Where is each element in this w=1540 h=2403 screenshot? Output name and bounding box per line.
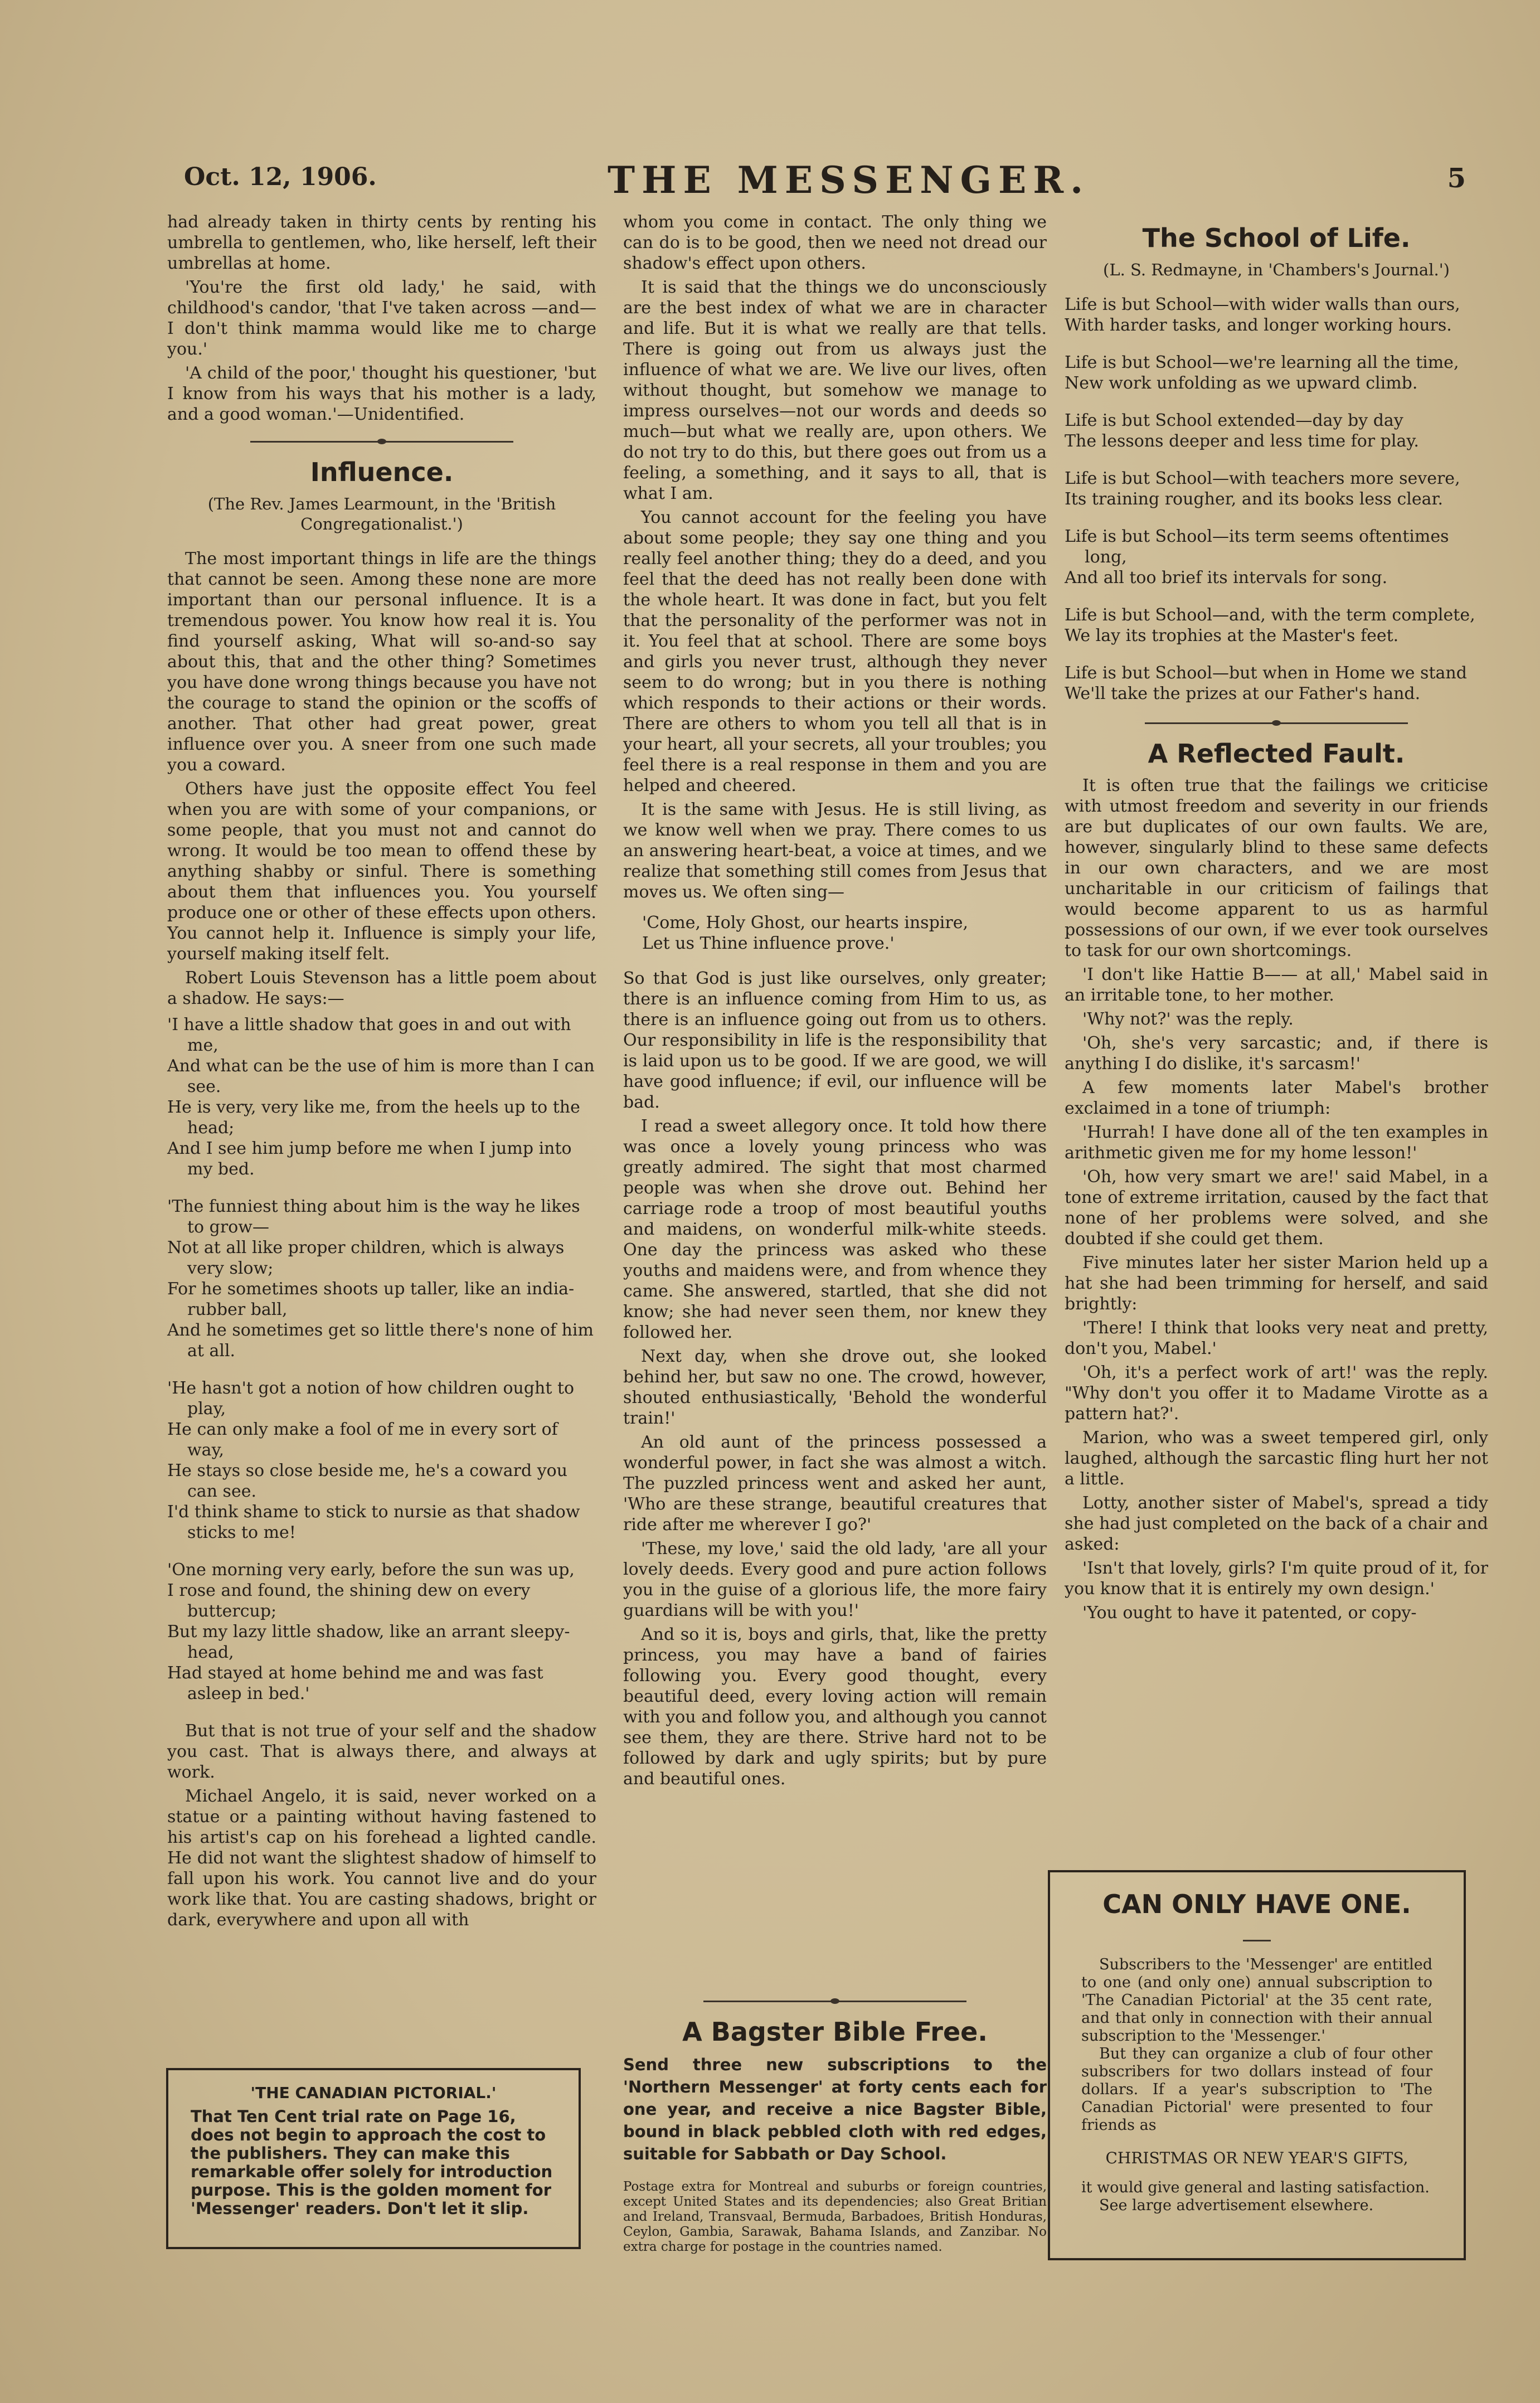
poem-line: I rose and found, the shining dew on every buttercup; — [167, 1581, 531, 1621]
paragraph: 'Why not?' was the reply. — [1082, 1009, 1294, 1029]
poem-line: We'll take the prizes at our Father's hand. — [1065, 684, 1421, 703]
issue-date: Oct. 12, 1906. — [184, 163, 377, 191]
notice-text: That Ten Cent trial rate on Page 16, does not begin to approach the cost to the publishers. They can make this remarkable offer solely for introduction purpose. This is the golden moment for 'Messenger' readers. Don't let it slip. — [191, 2107, 553, 2218]
paragraph: It is often true that the failings we criticise with utmost freedom and severity in our friends are but duplicates of our own faults. We are, however, singularly blind to these same defects in our own characters, and we are most uncharitable in our criticism of failings that would become apparent to us as harmful possessions of our own, if we ever took ourselves to task for our own shortcomings. — [1065, 776, 1488, 960]
poem-line: 'The funniest thing about him is the way he likes to grow— — [167, 1197, 580, 1237]
divider-ornament — [623, 1992, 1047, 2009]
notice-text: it would give general and lasting satisfaction. — [1081, 2179, 1430, 2196]
poem-line: The lessons deeper and less time for play. — [1065, 431, 1419, 451]
poem-line: New work unfolding as we upward climb. — [1065, 373, 1418, 393]
poem-stanza — [1065, 294, 1488, 336]
school-of-life-poem — [1065, 294, 1488, 704]
canadian-pictorial-notice — [166, 2068, 581, 2249]
poem-line: He can only make a fool of me in every sort of way, — [167, 1420, 558, 1460]
byline: (The Rev. James Learmount, in the 'British Congregationalist.') — [207, 494, 556, 533]
notice-highlight: CHRISTMAS OR NEW YEAR'S GIFTS, — [1105, 2149, 1408, 2167]
poem-line: We lay its trophies at the Master's feet. — [1065, 626, 1399, 645]
paragraph: 'You ought to have it patented, or copy- — [1082, 1603, 1417, 1623]
paragraph: had already taken in thirty cents by renting his umbrella to gentlemen, who, like herself, left their umbrellas at home. — [167, 212, 596, 273]
paragraph: Robert Louis Stevenson has a little poem about a shadow. He says:— — [167, 968, 596, 1008]
paragraph: 'You're the first old lady,' he said, with childhood's candor, 'that I've taken across —and—I don't think mamma would like me to charge you.' — [167, 278, 596, 359]
paragraph: A few moments later Mabel's brother exclaimed in a tone of triumph: — [1065, 1078, 1488, 1118]
paragraph: 'I don't like Hattie B—— at all,' Mabel said in an irritable tone, to her mother. — [1065, 965, 1488, 1005]
column-1 — [167, 212, 596, 1934]
article-title-reflected-fault: A Reflected Fault. — [1148, 739, 1405, 769]
newspaper-title: THE MESSENGER. — [608, 158, 1090, 202]
column-3 — [1065, 212, 1488, 1627]
short-rule — [1081, 1931, 1432, 1948]
paragraph: The most important things in life are the things that cannot be seen. Among these none are more important than our personal influence. It is a tremendous power. You know how real it is. You find yourself asking, What will so-and-so say about this, that and the other thing? Sometimes you have done wrong things because you have not the courage to stand the opinion or the scoffs of another. That other had great power, great influence over you. A sneer from one such made you a coward. — [167, 549, 596, 775]
poem-title-school-of-life: The School of Life. — [1142, 223, 1411, 253]
paragraph: Others have just the opposite effect You feel when you are with some of your companions, or some people, that you must not and cannot do wrong. It would be too mean to offend these by anything shabby or sinful. There is something about them that influences you. You yourself produce one or other of these effects upon others. You cannot help it. Influence is simply your life, yourself making itself felt. — [167, 779, 596, 964]
poem-line: Its training rougher, and its books less clear. — [1065, 489, 1444, 509]
poem-line: I'd think shame to stick to nursie as that shadow sticks to me! — [167, 1502, 580, 1542]
paragraph: Lotty, another sister of Mabel's, spread a tidy she had just completed on the back of a chair and asked: — [1065, 1493, 1488, 1554]
paragraph: I read a sweet allegory once. It told how there was once a lovely young princess who was greatly admired. The sight that most charmed people was when she drove out. Behind her carriage rode a troop of most beautiful youths and maidens, on wonderful milk-white steeds. One day the princess was asked who these youths and maidens were, and from whence they came. She answered, startled, that she did not know; she had never seen them, nor knew they followed her. — [623, 1116, 1047, 1342]
notice-text: Subscribers to the 'Messenger' are entitled to one (and only one) annual subscription to 'The Canadian Pictorial' at the 35 cent rate, and that only in connection with their annual subscription to the 'Messenger.' — [1081, 1956, 1432, 2045]
paragraph: And so it is, boys and girls, that, like the pretty princess, you may have a band of fairies following you. Every good thought, every beautiful deed, every loving action will remain with you and follow you, and although you cannot see them, they are there. Strive hard not to be followed by dark and ugly spirits; but by pure and beautiful ones. — [623, 1625, 1047, 1789]
paragraph: Next day, when she drove out, she looked behind her, but saw no one. The crowd, however, shouted enthusiastically, 'Behold the wonderful train!' — [623, 1347, 1047, 1428]
poem-line: 'One morning very early, before the sun was up, — [167, 1560, 575, 1580]
poem-line: Life is but School—with teachers more severe, — [1065, 469, 1460, 488]
paragraph: But that is not true of your self and the shadow you cast. That is always there, and always at work. — [167, 1721, 596, 1782]
poem-line: Life is but School—with wider walls than ours, — [1065, 295, 1460, 314]
byline: (L. S. Redmayne, in 'Chambers's Journal.') — [1103, 260, 1450, 279]
poem-stanza — [1065, 526, 1488, 588]
poem-line: Life is but School—its term seems oftentimes long, — [1065, 527, 1449, 567]
hymn-verse — [623, 912, 1047, 954]
poem-line: Life is but School—and, with the term complete, — [1065, 605, 1475, 625]
shadow-poem — [167, 1014, 596, 1704]
bagster-bible-offer — [623, 1984, 1047, 2255]
verse-line: 'Come, Holy Ghost, our hearts inspire, — [642, 913, 968, 933]
paragraph: 'A child of the poor,' thought his questioner, 'but I know from his ways that his mother is a lady, and a good woman.'—Unidentified. — [167, 363, 596, 424]
poem-stanza — [1065, 468, 1488, 509]
poem-line: And I see him jump before me when I jump into my bed. — [167, 1139, 572, 1179]
column-2 — [623, 212, 1047, 1793]
poem-stanza — [1065, 663, 1488, 704]
paragraph: whom you come in contact. The only thing we can do is to be good, then we need not dread our shadow's effect upon others. — [623, 212, 1047, 273]
offer-title: A Bagster Bible Free. — [682, 2017, 988, 2047]
masthead — [184, 158, 1466, 208]
poem-line: 'He hasn't got a notion of how children ought to play, — [167, 1378, 575, 1419]
poem-stanza — [167, 1560, 596, 1704]
paragraph: 'Hurrah! I have done all of the ten examples in arithmetic given me for my home lesson!' — [1065, 1123, 1488, 1163]
poem-line: Life is but School extended—day by day — [1065, 411, 1403, 430]
poem-line: Had stayed at home behind me and was fast asleep in bed.' — [167, 1663, 543, 1703]
can-only-have-one-notice — [1048, 1870, 1466, 2260]
poem-stanza — [1065, 352, 1488, 394]
paragraph: So that God is just like ourselves, only greater; there is an influence coming from Him to us, as there is an influence going out from us to others. Our responsibility in life is the responsibility that is laid upon us to be good. If we are good, we will have good influence; if evil, our influence will be bad. — [623, 969, 1047, 1112]
paragraph: 'Isn't that lovely, girls? I'm quite proud of it, for you know that it is entirely my own design.' — [1065, 1559, 1488, 1599]
paragraph: Michael Angelo, it is said, never worked on a statue or a painting without having fastened to his artist's cap on his forehead a lighted candle. He did not want the slightest shadow of himself to fall upon his work. You cannot live and do your work like that. You are casting shadows, bright or dark, everywhere and upon all with — [167, 1787, 596, 1930]
notice-text: But they can organize a club of four other subscribers for two dollars instead of four dollars. If a year's subscription to 'The Canadian Pictorial' were presented to four friends as — [1081, 2045, 1432, 2134]
paragraph: 'Oh, she's very sarcastic; and, if there is anything I do dislike, it's sarcasm!' — [1065, 1033, 1488, 1074]
verse-line: Let us Thine influence prove.' — [642, 934, 895, 953]
paragraph: 'Oh, it's a perfect work of art!' was the reply. "Why don't you offer it to Madame Virotte as a pattern hat?'. — [1065, 1363, 1488, 1424]
notice-title: 'THE CANADIAN PICTORIAL.' — [250, 2084, 497, 2102]
poem-line: He is very, very like me, from the heels up to the head; — [167, 1098, 580, 1138]
paragraph: 'There! I think that looks very neat and pretty, don't you, Mabel.' — [1065, 1318, 1488, 1358]
notice-title: CAN ONLY HAVE ONE. — [1102, 1889, 1411, 1919]
poem-line: Not at all like proper children, which is always very slow; — [167, 1238, 565, 1278]
poem-line: And what can be the use of him is more than I can see. — [167, 1056, 595, 1096]
poem-line: Life is but School—we're learning all the time, — [1065, 353, 1459, 372]
paragraph: 'These, my love,' said the old lady, 'are all your lovely deeds. Every good and pure action follows you in the guise of a glorious life, the more fairy guardians will be with you!' — [623, 1539, 1047, 1620]
notice-text: See large advertisement elsewhere. — [1099, 2197, 1374, 2214]
poem-stanza — [1065, 605, 1488, 646]
paragraph: You cannot account for the feeling you have about some people; they say one thing and you really feel another thing; they do a deed, and you feel that the deed has not really been done with the whole heart. It was done in fact, but you felt that the personality of the performer was not in it. You feel that at school. There are some boys and girls you never trust, although they never seem to do wrong; but in you there is nothing which responds to their actions or their words. There are others to whom you tell all that is in your heart, all your secrets, all your troubles; you feel there is a real response in them and you are helped and cheered. — [623, 508, 1047, 795]
page-number: 5 — [1447, 163, 1466, 194]
poem-stanza — [1065, 410, 1488, 452]
poem-stanza — [167, 1196, 596, 1361]
poem-line: And he sometimes get so little there's none of him at all. — [167, 1321, 594, 1361]
poem-line: But my lazy little shadow, like an arrant sleepy-head, — [167, 1622, 570, 1662]
poem-stanza — [167, 1378, 596, 1543]
poem-line: With harder tasks, and longer working hours. — [1065, 315, 1452, 335]
poem-line: And all too brief its intervals for song. — [1065, 568, 1388, 588]
divider-ornament — [167, 433, 596, 449]
divider-ornament — [1065, 714, 1488, 731]
poem-stanza — [167, 1014, 596, 1179]
paragraph: It is said that the things we do unconsciously are the best index of what we are in character and life. But it is what we really are that tells. There is going out from us always just the influence of what we are. We live our lives, often without thought, but somehow we manage to impress ourselves—not our words and deeds so much—but what we really are, upon others. We do not try to do this, but there goes out from us a feeling, a something, and it says to all, that is what I am. — [623, 278, 1047, 503]
paragraph: An old aunt of the princess possessed a wonderful power, in fact she was almost a witch. The puzzled princess went and asked her aunt, 'Who are these strange, beautiful creatures that ride after me wherever I go?' — [623, 1433, 1047, 1535]
article-title-influence: Influence. — [310, 457, 454, 487]
paragraph: 'Oh, how very smart we are!' said Mabel, in a tone of extreme irritation, caused by the fact that none of her problems were solved, and she doubted if she could get them. — [1065, 1167, 1488, 1249]
paragraph: Five minutes later her sister Marion held up a hat she had been trimming for herself, and said brightly: — [1065, 1253, 1488, 1314]
poem-line: For he sometimes shoots up taller, like an india-rubber ball, — [167, 1279, 575, 1319]
paragraph: Marion, who was a sweet tempered girl, only laughed, although the sarcastic fling hurt her not a little. — [1065, 1428, 1488, 1489]
offer-text: Send three new subscriptions to the 'Northern Messenger' at forty cents each for one year, and receive a nice Bagster Bible, bound in black pebbled cloth with red edges, suitable for Sabbath or Day School. — [623, 2055, 1047, 2163]
poem-line: He stays so close beside me, he's a coward you can see. — [167, 1461, 568, 1501]
poem-line: 'I have a little shadow that goes in and out with me, — [167, 1015, 571, 1055]
poem-line: Life is but School—but when in Home we stand — [1065, 663, 1467, 683]
paragraph: It is the same with Jesus. He is still living, as we know well when we pray. There comes to us an answering heart-beat, a voice at times, and we realize that something still comes from Jesus that moves us. We often sing— — [623, 800, 1047, 902]
postage-note: Postage extra for Montreal and suburbs or foreign countries, except United States and its dependencies; also Great Britian and Ireland, Transvaal, Bermuda, Barbadoes, British Honduras, Ceylon, Gambia, Sarawak, Bahama Islands, and Zanzibar. No extra charge for postage in the countries named. — [623, 2179, 1047, 2254]
